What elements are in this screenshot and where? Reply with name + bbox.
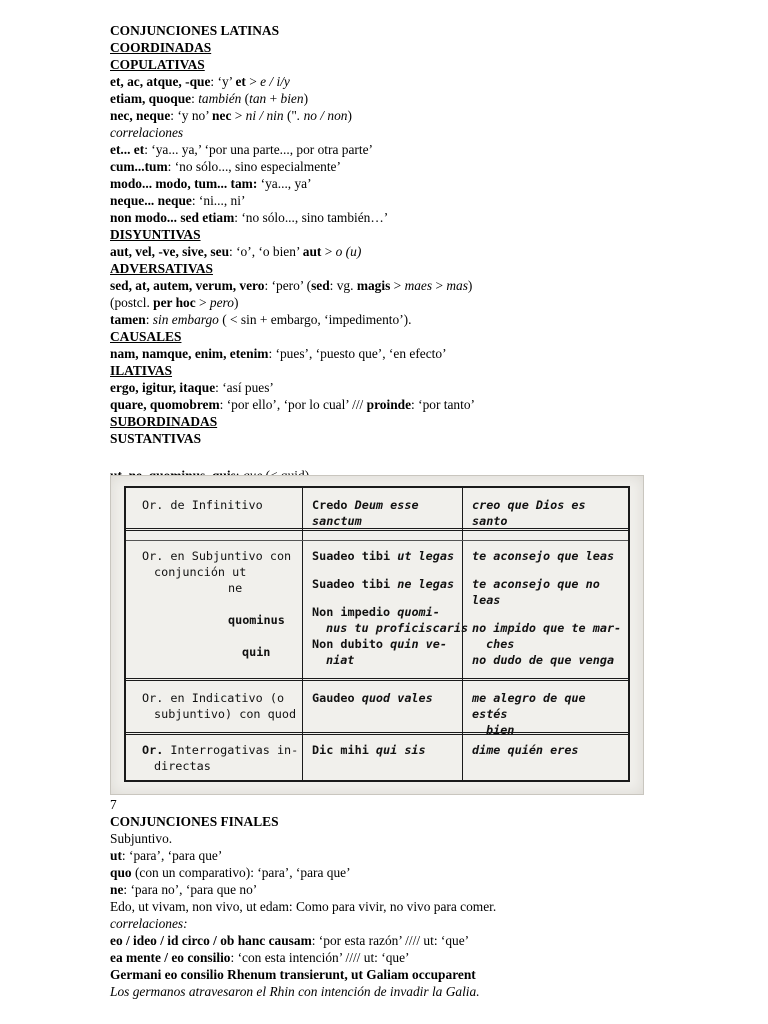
text-line: ea mente / eo consilio: ‘con esta intención’ //// ut: ‘que’ xyxy=(110,950,410,965)
heading-adversativas: ADVERSATIVAS xyxy=(110,261,213,276)
cell-r2-c3: te aconsejo que leas te aconsejo que no leas no impido que te mar- ches no dudo de que venga xyxy=(472,549,622,667)
heading-copulativas: COPULATIVAS xyxy=(110,57,205,72)
row-divider xyxy=(126,678,628,681)
text-line: tamen: sin embargo ( < sin + embargo, ‘impedimento’). xyxy=(110,312,412,327)
text-line: ne: ‘para no’, ‘para que no’ xyxy=(110,882,258,897)
text-line: ut: ‘para’, ‘para que’ xyxy=(110,848,223,863)
text-line: et, ac, atque, -que: ‘y’ et > e / i/y xyxy=(110,74,290,89)
heading-ilativas: ILATIVAS xyxy=(110,363,173,378)
cell-r3-c2: Gaudeo quod vales xyxy=(312,691,433,705)
text-line: quare, quomobrem: ‘por ello’, ‘por lo cual’ /// proinde: ‘por tanto’ xyxy=(110,397,476,412)
cell-r1-c1: Or. de Infinitivo xyxy=(142,498,263,512)
label-correlaciones: correlaciones xyxy=(110,125,184,140)
text-line: etiam, quoque: también (tan + bien) xyxy=(110,91,309,106)
text-line: cum...tum: ‘no sólo..., sino especialmente’ xyxy=(110,159,341,174)
text-line: non modo... sed etiam: ‘no sólo..., sino también…’ xyxy=(110,210,389,225)
doc-title: CONJUNCIONES LATINAS xyxy=(110,23,280,38)
text-line: eo / ideo / id circo / ob hanc causam: ‘por esta razón’ //// ut: ‘que’ xyxy=(110,933,470,948)
heading-finales: CONJUNCIONES FINALES xyxy=(110,814,279,829)
cell-r4-c1: Or. Interrogativas in- directas xyxy=(142,743,299,773)
text-line: nam, namque, enim, etenim: ‘pues’, ‘puesto que’, ‘en efecto’ xyxy=(110,346,447,361)
table-frame xyxy=(124,486,630,782)
cell-r4-c2: Dic mihi qui sis xyxy=(312,743,426,757)
heading-coordinadas: COORDINADAS xyxy=(110,40,212,55)
text-line: quo (con un comparativo): ‘para’, ‘para que’ xyxy=(110,865,351,880)
heading-causales: CAUSALES xyxy=(110,329,182,344)
cell-r4-c3: dime quién eres xyxy=(472,743,579,757)
cell-r3-c3: me alegro de que estés bien xyxy=(472,691,586,737)
example-translation: Los germanos atravesaron el Rhin con intención de invadir la Galia. xyxy=(110,984,480,999)
text-line: nec, neque: ‘y no’ nec > ni / nin (". no / non) xyxy=(110,108,352,123)
heading-sustantivas: SUSTANTIVAS xyxy=(110,431,202,446)
row-divider xyxy=(126,540,628,541)
scanned-table-image xyxy=(110,475,644,795)
cell-r2-c1: Or. en Subjuntivo con conjunción ut ne quominus quin xyxy=(142,549,292,659)
page-number: 7 xyxy=(110,797,117,812)
heading-subordinadas: SUBORDINADAS xyxy=(110,414,218,429)
text-line: (postcl. per hoc > pero) xyxy=(110,295,239,310)
text-line: et... et: ‘ya... ya,’ ‘por una parte..., por otra parte’ xyxy=(110,142,373,157)
column-divider xyxy=(302,488,303,780)
cell-r1-c2: Credo Deum esse sanctum xyxy=(312,498,419,528)
text-line: Edo, ut vivam, non vivo, ut edam: Como para vivir, no vivo para comer. xyxy=(110,899,497,914)
document-body-bottom xyxy=(110,796,750,1000)
text-line: ergo, igitur, itaque: ‘así pues’ xyxy=(110,380,274,395)
text-line: Subjuntivo. xyxy=(110,831,173,846)
heading-disyuntivas: DISYUNTIVAS xyxy=(110,227,201,242)
cell-r2-c2: Suadeo tibi ut legas Suadeo tibi ne legas Non impedio quomi- nus tu proficiscaris Non dubito quin ve- niat xyxy=(312,549,469,667)
text-line: aut, vel, -ve, sive, seu: ‘o’, ‘o bien’ aut > o (u) xyxy=(110,244,362,259)
text-line: modo... modo, tum... tam: ‘ya..., ya’ xyxy=(110,176,312,191)
text-line: sed, at, autem, verum, vero: ‘pero’ (sed: vg. magis > maes > mas) xyxy=(110,278,473,293)
cell-r1-c3: creo que Dios es santo xyxy=(472,498,586,528)
text-line: neque... neque: ‘ni..., ni’ xyxy=(110,193,246,208)
cell-r3-c1: Or. en Indicativo (o subjuntivo) con quod xyxy=(142,691,297,721)
label-correlaciones: correlaciones: xyxy=(110,916,188,931)
example-latin: Germani eo consilio Rhenum transierunt, ut Galiam occuparent xyxy=(110,967,476,982)
document-body xyxy=(110,22,750,484)
